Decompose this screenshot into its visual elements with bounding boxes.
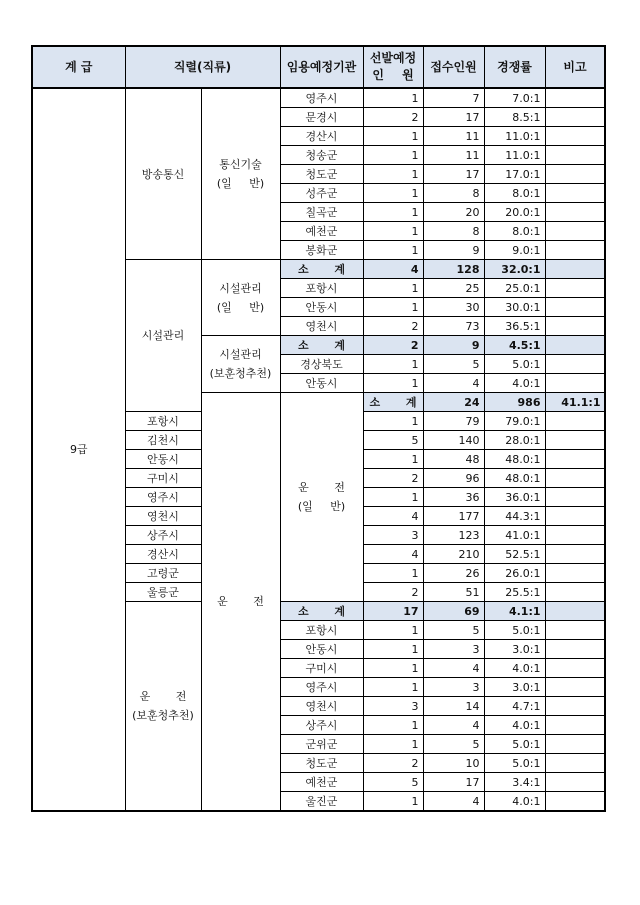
header-planned-line1: 선발예정 <box>369 51 417 65</box>
ratio-cell: 4.0:1 <box>484 374 545 393</box>
planned-cell: 3 <box>363 526 423 545</box>
ratio-cell: 4.0:1 <box>484 716 545 735</box>
planned-cell: 1 <box>363 146 423 165</box>
ratio-cell: 9.0:1 <box>484 241 545 260</box>
agency-cell: 고령군 <box>125 564 201 583</box>
agency-cell: 예천군 <box>280 773 363 792</box>
agency-cell: 경산시 <box>280 127 363 146</box>
agency-cell: 군위군 <box>280 735 363 754</box>
ratio-cell: 41.0:1 <box>484 526 545 545</box>
applicants-cell: 140 <box>423 431 484 450</box>
table-row <box>32 88 605 108</box>
applicants-cell: 7 <box>423 88 484 108</box>
ratio-cell: 5.0:1 <box>484 735 545 754</box>
planned-cell: 1 <box>363 374 423 393</box>
planned-cell: 3 <box>363 697 423 716</box>
header-planned-line2: 인 원 <box>372 68 414 82</box>
subseries-driving-vet <box>125 602 201 812</box>
applicants-cell: 8 <box>423 222 484 241</box>
note-cell <box>545 222 605 241</box>
note-cell <box>545 108 605 127</box>
planned-cell: 2 <box>363 336 423 355</box>
planned-cell: 5 <box>363 773 423 792</box>
ratio-cell: 26.0:1 <box>484 564 545 583</box>
ratio-cell: 36.5:1 <box>484 317 545 336</box>
agency-cell: 영천시 <box>280 317 363 336</box>
applicants-cell: 20 <box>423 203 484 222</box>
applicants-cell: 73 <box>423 317 484 336</box>
applicants-cell: 4 <box>423 374 484 393</box>
header-ratio: 경쟁률 <box>484 46 545 88</box>
note-cell <box>545 754 605 773</box>
note-cell <box>545 241 605 260</box>
note-cell <box>545 260 605 279</box>
header-row <box>32 46 605 88</box>
applicants-cell: 17 <box>423 773 484 792</box>
planned-cell: 1 <box>363 127 423 146</box>
ratio-cell: 5.0:1 <box>484 355 545 374</box>
ratio-cell: 52.5:1 <box>484 545 545 564</box>
note-cell <box>545 488 605 507</box>
agency-cell: 김천시 <box>125 431 201 450</box>
note-cell <box>545 412 605 431</box>
subseries-facility-gen-line2: (일 반) <box>216 300 265 314</box>
planned-cell: 5 <box>363 431 423 450</box>
agency-cell: 성주군 <box>280 184 363 203</box>
ratio-cell: 4.5:1 <box>484 336 545 355</box>
agency-cell: 청송군 <box>280 146 363 165</box>
planned-cell: 1 <box>363 640 423 659</box>
subseries-facility-gen-line1: 시설관리 <box>219 281 262 295</box>
agency-cell: 영주시 <box>280 678 363 697</box>
ratio-cell: 25.0:1 <box>484 279 545 298</box>
planned-cell: 1 <box>363 412 423 431</box>
subtotal-label: 소 계 <box>280 602 363 621</box>
note-cell <box>545 88 605 108</box>
note-cell <box>545 735 605 754</box>
applicants-cell: 3 <box>423 678 484 697</box>
ratio-cell: 11.0:1 <box>484 146 545 165</box>
note-cell <box>545 659 605 678</box>
planned-cell: 2 <box>363 317 423 336</box>
agency-cell: 포항시 <box>125 412 201 431</box>
note-cell <box>545 678 605 697</box>
ratio-cell: 48.0:1 <box>484 469 545 488</box>
note-cell <box>545 469 605 488</box>
table-body <box>32 88 605 811</box>
planned-cell: 1 <box>363 564 423 583</box>
subseries-telecom-line2: (일 반) <box>216 177 265 190</box>
series-driving <box>201 393 280 812</box>
agency-cell: 경상북도 <box>280 355 363 374</box>
header-grade: 계 급 <box>32 46 125 88</box>
applicants-cell: 5 <box>423 621 484 640</box>
planned-cell: 2 <box>363 469 423 488</box>
grade-cell: 9급 <box>32 88 125 811</box>
applicants-cell: 986 <box>484 393 545 412</box>
subseries-telecom-line1: 통신기술 <box>219 158 262 171</box>
ratio-cell: 4.0:1 <box>484 792 545 812</box>
ratio-cell: 48.0:1 <box>484 450 545 469</box>
agency-cell: 문경시 <box>280 108 363 127</box>
subseries-driving-vet-line1: 운 전 <box>139 690 187 703</box>
applicants-cell: 48 <box>423 450 484 469</box>
header-series: 직렬(직류) <box>125 46 280 88</box>
planned-cell: 4 <box>363 507 423 526</box>
planned-cell: 2 <box>363 108 423 127</box>
note-cell <box>545 184 605 203</box>
ratio-cell: 41.1:1 <box>545 393 605 412</box>
ratio-cell: 3.0:1 <box>484 640 545 659</box>
header-applicants: 접수인원 <box>423 46 484 88</box>
subseries-facility-vet-line2: (보훈청추천) <box>209 367 272 380</box>
agency-cell: 상주시 <box>280 716 363 735</box>
subseries-driving-gen-line2: (일 반) <box>297 500 346 513</box>
planned-cell: 1 <box>363 621 423 640</box>
ratio-cell: 11.0:1 <box>484 127 545 146</box>
applicants-cell: 3 <box>423 640 484 659</box>
subseries-driving-gen <box>280 393 363 602</box>
note-cell <box>545 336 605 355</box>
ratio-cell: 44.3:1 <box>484 507 545 526</box>
note-cell <box>545 374 605 393</box>
applicants-cell: 9 <box>423 336 484 355</box>
ratio-cell: 8.0:1 <box>484 222 545 241</box>
note-cell <box>545 146 605 165</box>
applicants-cell: 26 <box>423 564 484 583</box>
note-cell <box>545 203 605 222</box>
applicants-cell: 69 <box>423 602 484 621</box>
agency-cell: 안동시 <box>280 374 363 393</box>
agency-cell: 영천시 <box>125 507 201 526</box>
subseries-driving-vet-line2: (보훈청추천) <box>132 709 194 722</box>
subseries-facility-vet <box>201 336 280 393</box>
note-cell <box>545 773 605 792</box>
agency-cell: 포항시 <box>280 621 363 640</box>
ratio-cell: 30.0:1 <box>484 298 545 317</box>
ratio-cell: 36.0:1 <box>484 488 545 507</box>
applicants-cell: 5 <box>423 735 484 754</box>
agency-cell: 영천시 <box>280 697 363 716</box>
agency-cell: 구미시 <box>125 469 201 488</box>
planned-cell: 4 <box>363 260 423 279</box>
applicants-cell: 25 <box>423 279 484 298</box>
agency-cell: 안동시 <box>280 640 363 659</box>
note-cell <box>545 298 605 317</box>
ratio-cell: 8.5:1 <box>484 108 545 127</box>
agency-cell: 영주시 <box>125 488 201 507</box>
subseries-facility-vet-line1: 시설관리 <box>219 348 262 361</box>
applicants-cell: 4 <box>423 659 484 678</box>
applicants-cell: 36 <box>423 488 484 507</box>
agency-cell: 안동시 <box>125 450 201 469</box>
applicants-cell: 4 <box>423 716 484 735</box>
agency-cell: 포항시 <box>280 279 363 298</box>
agency-cell: 청도군 <box>280 754 363 773</box>
planned-cell: 1 <box>363 450 423 469</box>
planned-cell: 2 <box>363 754 423 773</box>
ratio-cell: 8.0:1 <box>484 184 545 203</box>
planned-cell: 1 <box>363 203 423 222</box>
planned-cell: 1 <box>363 716 423 735</box>
planned-cell: 1 <box>363 165 423 184</box>
planned-cell: 1 <box>363 792 423 812</box>
planned-cell: 1 <box>363 298 423 317</box>
ratio-cell: 4.7:1 <box>484 697 545 716</box>
planned-cell: 1 <box>363 355 423 374</box>
applicants-cell: 177 <box>423 507 484 526</box>
applicants-cell: 10 <box>423 754 484 773</box>
agency-cell: 영주시 <box>280 88 363 108</box>
ratio-cell: 3.4:1 <box>484 773 545 792</box>
applicants-cell: 5 <box>423 355 484 374</box>
agency-cell: 울릉군 <box>125 583 201 602</box>
planned-cell: 2 <box>363 583 423 602</box>
agency-cell: 안동시 <box>280 298 363 317</box>
applicants-cell: 8 <box>423 184 484 203</box>
note-cell <box>545 507 605 526</box>
note-cell <box>545 583 605 602</box>
ratio-cell: 7.0:1 <box>484 88 545 108</box>
recruitment-table <box>31 45 606 812</box>
agency-cell: 칠곡군 <box>280 203 363 222</box>
planned-cell: 1 <box>363 678 423 697</box>
ratio-cell: 32.0:1 <box>484 260 545 279</box>
note-cell <box>545 355 605 374</box>
note-cell <box>545 431 605 450</box>
note-cell <box>545 165 605 184</box>
note-cell <box>545 792 605 812</box>
agency-cell: 울진군 <box>280 792 363 812</box>
note-cell <box>545 716 605 735</box>
ratio-cell: 25.5:1 <box>484 583 545 602</box>
ratio-cell: 3.0:1 <box>484 678 545 697</box>
applicants-cell: 79 <box>423 412 484 431</box>
planned-cell: 24 <box>423 393 484 412</box>
planned-cell: 1 <box>363 241 423 260</box>
note-cell <box>545 621 605 640</box>
header-planned <box>363 46 423 88</box>
note-cell <box>545 564 605 583</box>
ratio-cell: 5.0:1 <box>484 754 545 773</box>
note-cell <box>545 526 605 545</box>
note-cell <box>545 450 605 469</box>
applicants-cell: 4 <box>423 792 484 812</box>
applicants-cell: 128 <box>423 260 484 279</box>
agency-cell: 청도군 <box>280 165 363 184</box>
header-agency: 임용예정기관 <box>280 46 363 88</box>
applicants-cell: 11 <box>423 146 484 165</box>
subtotal-label: 소 계 <box>280 260 363 279</box>
subseries-telecom <box>201 88 280 260</box>
ratio-cell: 79.0:1 <box>484 412 545 431</box>
subtotal-label: 소 계 <box>280 336 363 355</box>
subseries-facility-gen <box>201 260 280 336</box>
agency-cell: 구미시 <box>280 659 363 678</box>
applicants-cell: 96 <box>423 469 484 488</box>
ratio-cell: 20.0:1 <box>484 203 545 222</box>
applicants-cell: 51 <box>423 583 484 602</box>
planned-cell: 17 <box>363 602 423 621</box>
note-cell <box>545 697 605 716</box>
subseries-driving-gen-line1: 운 전 <box>298 481 345 494</box>
agency-cell: 상주시 <box>125 526 201 545</box>
series-facility: 시설관리 <box>125 260 201 412</box>
planned-cell: 4 <box>363 545 423 564</box>
applicants-cell: 210 <box>423 545 484 564</box>
note-cell <box>545 127 605 146</box>
applicants-cell: 14 <box>423 697 484 716</box>
applicants-cell: 30 <box>423 298 484 317</box>
note-cell <box>545 640 605 659</box>
applicants-cell: 9 <box>423 241 484 260</box>
planned-cell: 1 <box>363 488 423 507</box>
planned-cell: 1 <box>363 279 423 298</box>
series-broadcast: 방송통신 <box>125 88 201 260</box>
applicants-cell: 123 <box>423 526 484 545</box>
planned-cell: 1 <box>363 659 423 678</box>
ratio-cell: 4.0:1 <box>484 659 545 678</box>
planned-cell: 1 <box>363 222 423 241</box>
applicants-cell: 17 <box>423 165 484 184</box>
planned-cell: 1 <box>363 735 423 754</box>
applicants-cell: 17 <box>423 108 484 127</box>
planned-cell: 1 <box>363 184 423 203</box>
subtotal-label: 소 계 <box>363 393 423 412</box>
ratio-cell: 17.0:1 <box>484 165 545 184</box>
note-cell <box>545 279 605 298</box>
ratio-cell: 28.0:1 <box>484 431 545 450</box>
planned-cell: 1 <box>363 88 423 108</box>
note-cell <box>545 317 605 336</box>
header-note: 비고 <box>545 46 605 88</box>
ratio-cell: 5.0:1 <box>484 621 545 640</box>
agency-cell: 경산시 <box>125 545 201 564</box>
ratio-cell: 4.1:1 <box>484 602 545 621</box>
note-cell <box>545 602 605 621</box>
series-driving-label: 운 전 <box>217 595 264 608</box>
agency-cell: 봉화군 <box>280 241 363 260</box>
note-cell <box>545 545 605 564</box>
applicants-cell: 11 <box>423 127 484 146</box>
agency-cell: 예천군 <box>280 222 363 241</box>
